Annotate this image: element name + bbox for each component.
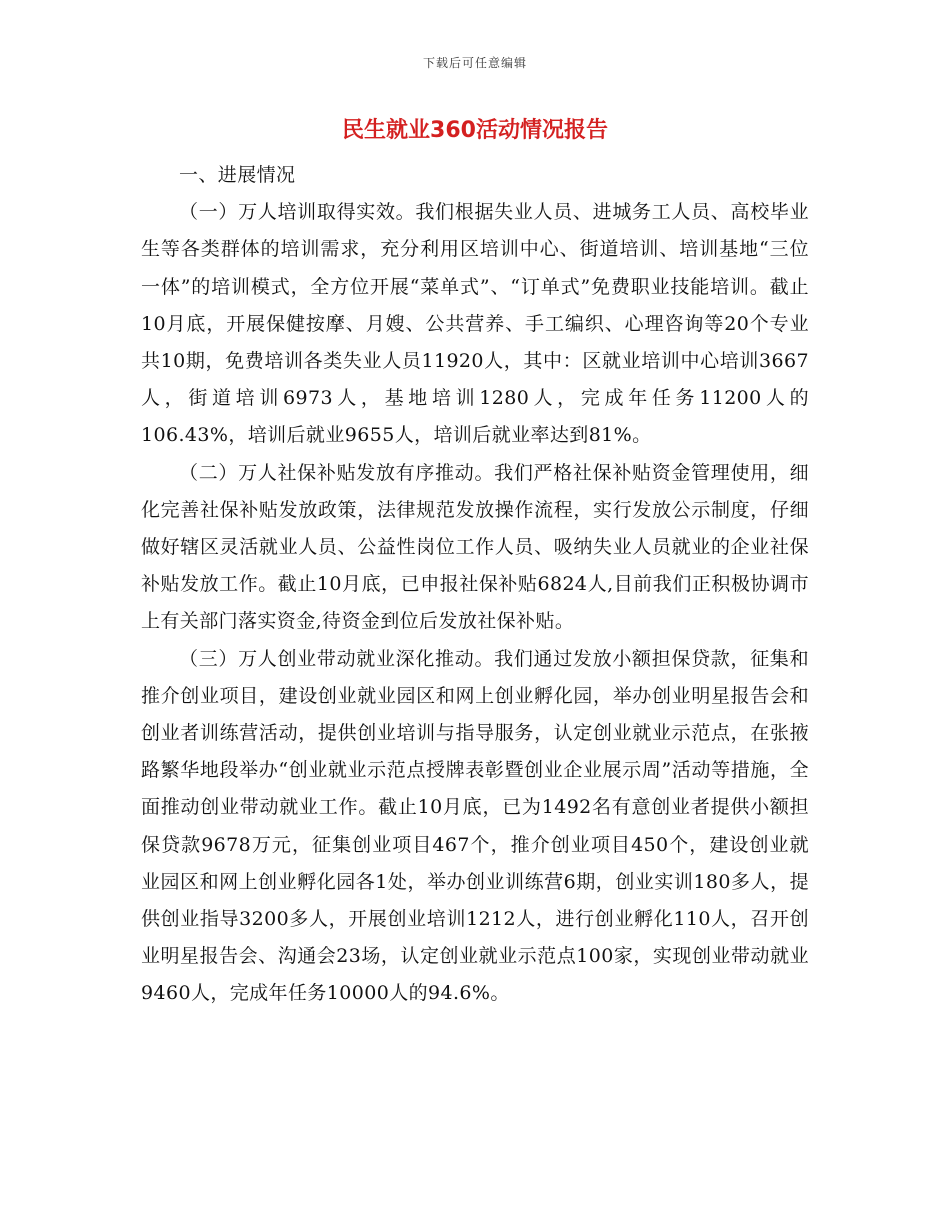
section-heading: 一、进展情况 [179, 164, 296, 186]
header-note: 下载后可任意编辑 [422, 56, 527, 70]
paragraph-social-security: （二）万人社保补贴发放有序推动。我们严格社保补贴资金管理使用，细化完善社保补贴发放政策，法律规范发放操作流程，实行发放公示制度，仔细做好辖区灵活就业人员、公益性岗位工作人员、吸纳失业人员就业的企业社保补贴发放工作。截止10月底，已申报社保补贴6824人,目前我们正积极协调市上有关部门落实资金,待资金到位后发放社保补贴。 [141, 461, 809, 633]
document-body [141, 157, 809, 1013]
paragraph-entrepreneurship: （三）万人创业带动就业深化推动。我们通过发放小额担保贷款，征集和推介创业项目，建设创业就业园区和网上创业孵化园，举办创业明星报告会和创业者训练营活动，提供创业培训与指导服务，认定创业就业示范点，在张掖路繁华地段举办“创业就业示范点授牌表彰暨创业企业展示周”活动等措施，全面推动创业带动就业工作。截止10月底，已为1492名有意创业者提供小额担保贷款9678万元，征集创业项目467个，推介创业项目450个，建设创业就业园区和网上创业孵化园各1处，举办创业训练营6期，创业实训180多人，提供创业指导3200多人，开展创业培训1212人，进行创业孵化110人，召开创业明星报告会、沟通会23场，认定创业就业示范点100家，实现创业带动就业9460人，完成年任务10000人的94.6%。 [141, 647, 809, 1005]
paragraph-training: （一）万人培训取得实效。我们根据失业人员、进城务工人员、高校毕业生等各类群体的培训需求，充分利用区培训中心、街道培训、培训基地“三位一体”的培训模式，全方位开展“菜单式”、“订单式”免费职业技能培训。截止10月底，开展保健按摩、月嫂、公共营养、手工编织、心理咨询等20个专业共10期，免费培训各类失业人员11920人，其中：区就业培训中心培训3667人，街道培训6973人，基地培训1280人，完成年任务11200人的106.43%，培训后就业9655人，培训后就业率达到81%。 [141, 201, 810, 447]
document-title: 民生就业360活动情况报告 [342, 118, 608, 143]
